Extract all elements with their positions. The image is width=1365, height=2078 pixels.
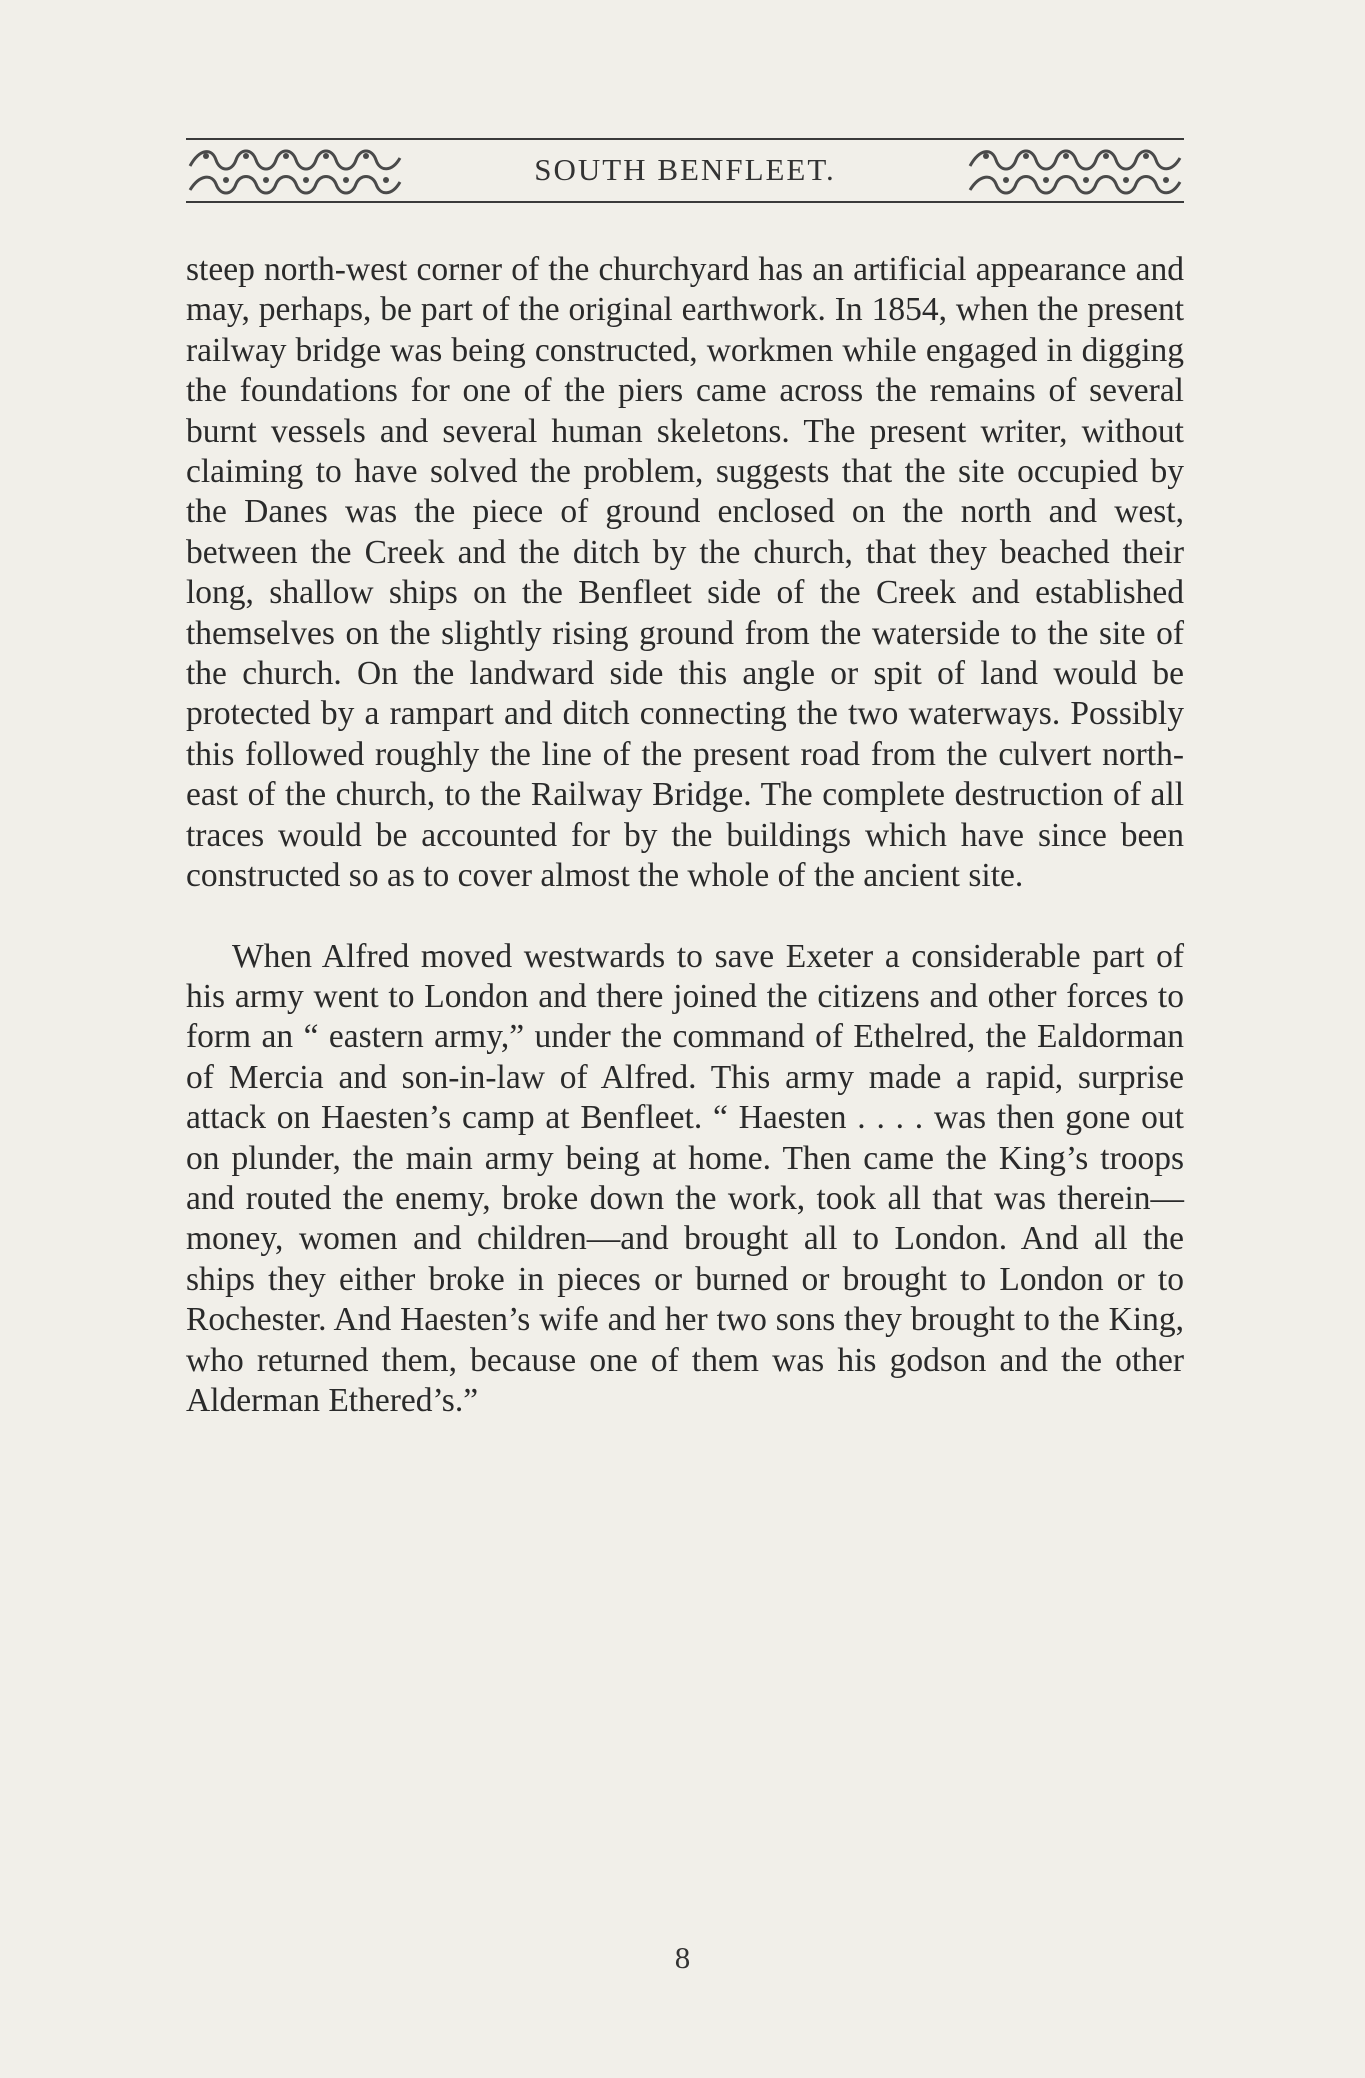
page-number: 8 [674,1940,691,1975]
running-title: SOUTH BENFLEET. [534,152,836,187]
running-header [186,138,1184,206]
floral-ornament-right-icon [966,144,1184,198]
header-top-rule [186,138,1184,140]
paragraph-continued: steep north-west corner of the churchyard has an artificial appearance and may, perhaps, be part of the original earthwork. In 1854, when the present railway bridge was being constructed, workmen while engaged in digging the foundations for one of the piers came across the remains of several burnt vessels and several human skeletons. The present writer, without claiming to have solved the problem, suggests that the site occupied by the Danes was the piece of ground enclosed on the north and west, between the Creek and the ditch by the church, that they beached their long, shallow ships on the Benfleet side of the Creek and established themselves on the slightly rising ground from the waterside to the site of the church. On the landward side this angle or spit of land would be protected by a rampart and ditch connecting the two waterways. Possibly this followed roughly the line of the present road from the culvert north-east of the church, to the Railway Bridge. The complete destruction of all traces would be accounted for by the buildings which have since been constructed so as to cover almost the whole of the ancient site. [186,251,1184,895]
paragraph-alfred: When Alfred moved westwards to save Exeter a considerable part of his army went to London and there joined the citizens and other forces to form an “ eastern army,” under the command of Ethelred, the Ealdorman of Mercia and son-in-law of Alfred. This army made a rapid, surprise attack on Haesten’s camp at Benfleet. “ Haesten . . . . was then gone out on plunder, the main army being at home. Then came the King’s troops and routed the enemy, broke down the work, took all that was therein—money, women and children—and brought all to London. And all the ships they either broke in pieces or burned or brought to London or to Rochester. And Haesten’s wife and her two sons they brought to the King, who returned them, because one of them was his godson and the other Alderman Ethered’s.” [186,937,1184,1419]
body-text [186,250,1184,1421]
floral-ornament-left-icon [186,144,404,198]
header-bottom-rule [186,201,1184,203]
